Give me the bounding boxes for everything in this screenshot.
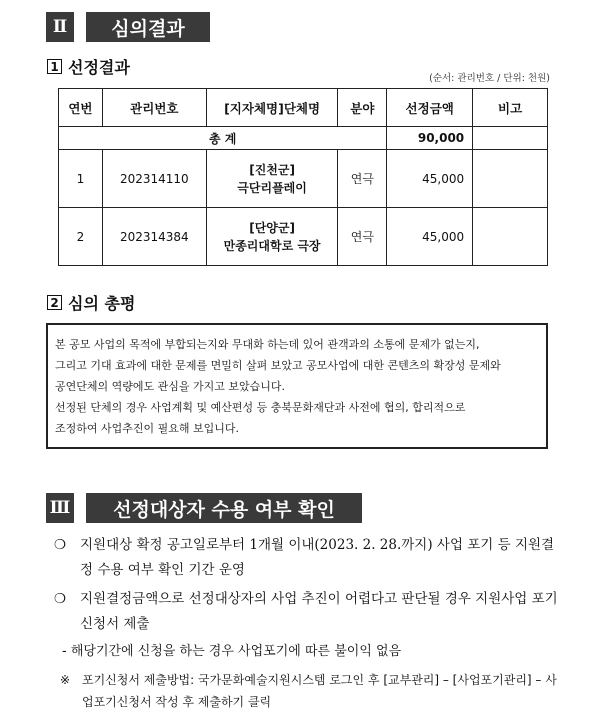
review-line: 조정하여 사업추진이 필요해 보입니다.	[55, 422, 240, 435]
review-line: 그리고 기대 효과에 대한 문제를 면밀히 살펴 보았고 공모사업에 대한 콘텐츠의 확장성 문제와	[55, 359, 501, 372]
review-line: 선정된 단체의 경우 사업계획 및 예산편성 등 충북문화재단과 사전에 협의, 합리적으로	[55, 401, 466, 414]
review-line: 본 공모 사업의 목적에 부합되는지와 무대화 하는데 있어 관객과의 소통에 문제가 없는지,	[55, 338, 480, 351]
header-cell-note: 비고	[473, 89, 548, 127]
row-note	[473, 208, 548, 266]
total-note	[473, 127, 548, 150]
header-cell-amount: 선정금액	[387, 89, 473, 127]
row-org-name: 극단리플레이	[237, 180, 307, 195]
list-item	[54, 587, 564, 637]
row-note	[473, 150, 548, 208]
table-row	[59, 150, 548, 208]
bullet-text: 지원대상 확정 공고일로부터 1개월 이내(2023. 2. 28.까지) 사업 포기 등 지원결정 수용 여부 확인 기간 운영	[80, 537, 555, 578]
list-item	[54, 533, 564, 583]
total-label: 총 계	[59, 127, 387, 150]
header-cell-id: 관리번호	[102, 89, 206, 127]
total-row	[59, 127, 548, 150]
circle-bullet-icon: ❍	[54, 591, 67, 607]
subsection-1-number: 1	[47, 59, 62, 74]
row-id: 202314110	[102, 150, 206, 208]
review-box	[46, 323, 548, 449]
row-org-name: 만종리대학로 극장	[223, 238, 321, 253]
bullet-text: 지원결정금액으로 선정대상자의 사업 추진이 어렵다고 판단될 경우 지원사업 포기 신청서 제출	[80, 591, 558, 632]
row-region: [단양군]	[249, 220, 295, 235]
section-3-header	[46, 493, 362, 523]
row-region: [진천군]	[249, 162, 295, 177]
row-amount: 45,000	[387, 150, 473, 208]
table-header-row	[59, 89, 548, 127]
section-2-title: 심의결과	[86, 12, 210, 42]
selection-result-table	[58, 88, 548, 266]
row-id: 202314384	[102, 208, 206, 266]
header-cell-field: 분야	[338, 89, 387, 127]
row-field: 연극	[338, 208, 387, 266]
section-2-number: Ⅱ	[46, 12, 74, 42]
header-cell-org: [지자체명]단체명	[206, 89, 338, 127]
subsection-2-title: 심의 총평	[68, 294, 136, 313]
note-text: 포기신청서 제출방법: 국가문화예술지원시스템 로그인 후 [교부관리] – [사업포기관리] – 사업포기신청서 작성 후 제출하기 클릭	[82, 673, 557, 709]
row-org	[206, 150, 338, 208]
subsection-1-title: 선정결과	[68, 58, 130, 77]
total-amount: 90,000	[387, 127, 473, 150]
note	[60, 669, 564, 713]
row-field: 연극	[338, 150, 387, 208]
dash-line: - 해당기간에 신청을 하는 경우 사업포기에 따른 불이익 없음	[62, 644, 402, 659]
section-2-header	[46, 12, 210, 42]
row-org	[206, 208, 338, 266]
row-no: 1	[59, 150, 103, 208]
bullet-list	[54, 533, 564, 713]
circle-bullet-icon: ❍	[54, 537, 67, 553]
review-line: 공연단체의 역량에도 관심을 가지고 보았습니다.	[55, 380, 286, 393]
header-cell-no: 연번	[59, 89, 103, 127]
unit-note: (순서: 관리번호 / 단위: 천원)	[429, 73, 550, 84]
subsection-1-heading	[47, 55, 130, 78]
table-row	[59, 208, 548, 266]
subsection-2-number: 2	[47, 295, 62, 310]
reference-mark-icon: ※	[60, 673, 71, 687]
row-amount: 45,000	[387, 208, 473, 266]
subsection-2-heading	[47, 291, 135, 314]
section-3-title: 선정대상자 수용 여부 확인	[86, 493, 362, 523]
section-3-number: Ⅲ	[46, 493, 74, 523]
row-no: 2	[59, 208, 103, 266]
